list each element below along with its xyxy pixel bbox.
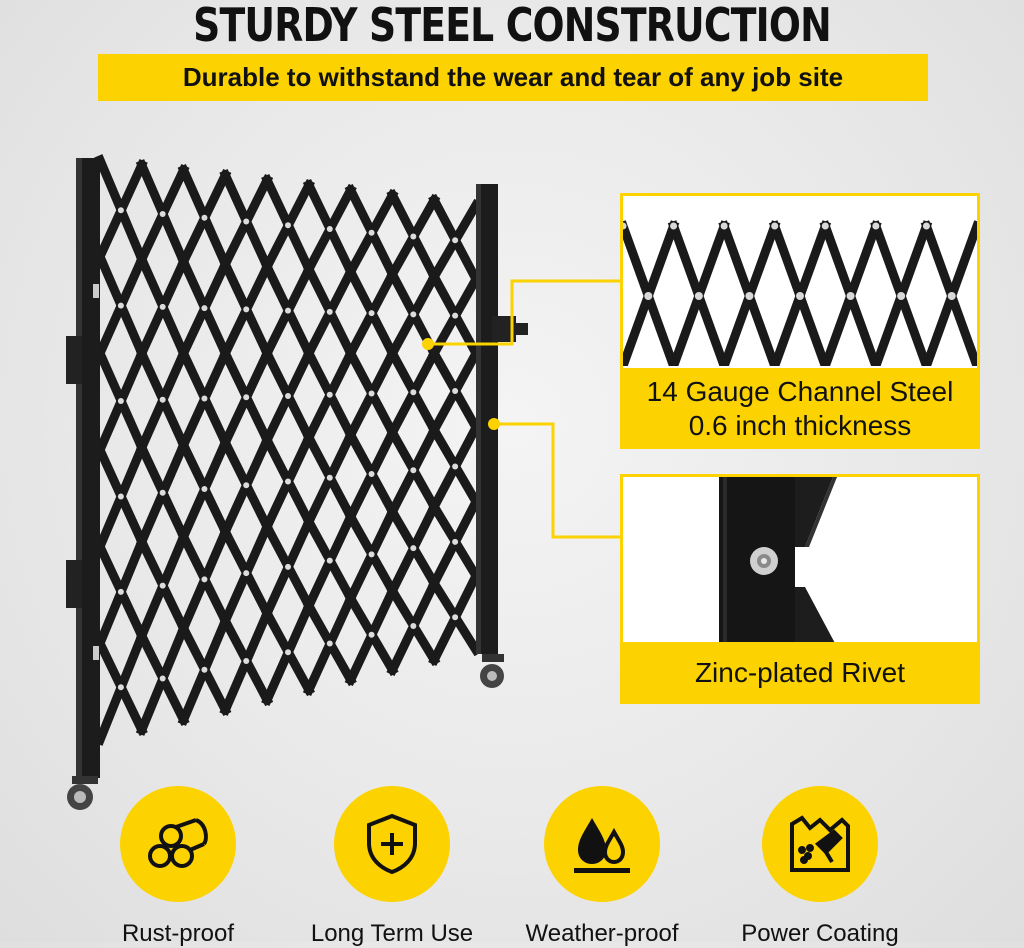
subtitle-text: Durable to withstand the wear and tear of any job site [182,62,844,92]
feature-label: Weather-proof [525,920,679,947]
feature-label: Long Term Use [310,920,474,947]
feature-power-coating [720,786,920,948]
rivet-closeup [623,477,977,647]
rivet-dot [923,223,930,230]
shield-plus-icon [365,813,419,875]
rivet-dot [796,292,804,300]
feature-rust-proof [78,786,278,948]
rivet-dot [847,292,855,300]
rivet-label-text: Zinc-plated Rivet [694,657,906,688]
feature-long-term-use [292,786,492,948]
rivet-dot [771,223,778,230]
rivet-label-band [620,642,980,704]
logs-icon [146,816,210,872]
rivet-dot [948,292,956,300]
rivet-dot [644,292,652,300]
page-title: STURDY STEEL CONSTRUCTION [193,0,831,52]
rivet-dot [897,292,905,300]
steel-lattice-closeup [623,196,977,366]
rivet-dot [822,223,829,230]
feature-label: Rust-proof [121,920,235,947]
rivet-dot [745,292,753,300]
rivet-dot [721,223,728,230]
steel-gauge-text: 14 Gauge Channel Steel [646,375,954,407]
rivet-dot [695,292,703,300]
feature-label: Power Coating [741,920,899,947]
steel-thickness-text: 0.6 inch thickness [688,409,912,441]
spray-gun-icon [788,814,852,874]
water-drops-icon [570,814,634,874]
rivet-dot [670,223,677,230]
steel-spec-label [620,368,980,449]
rivet-dot [872,223,879,230]
feature-weather-proof [502,786,702,948]
